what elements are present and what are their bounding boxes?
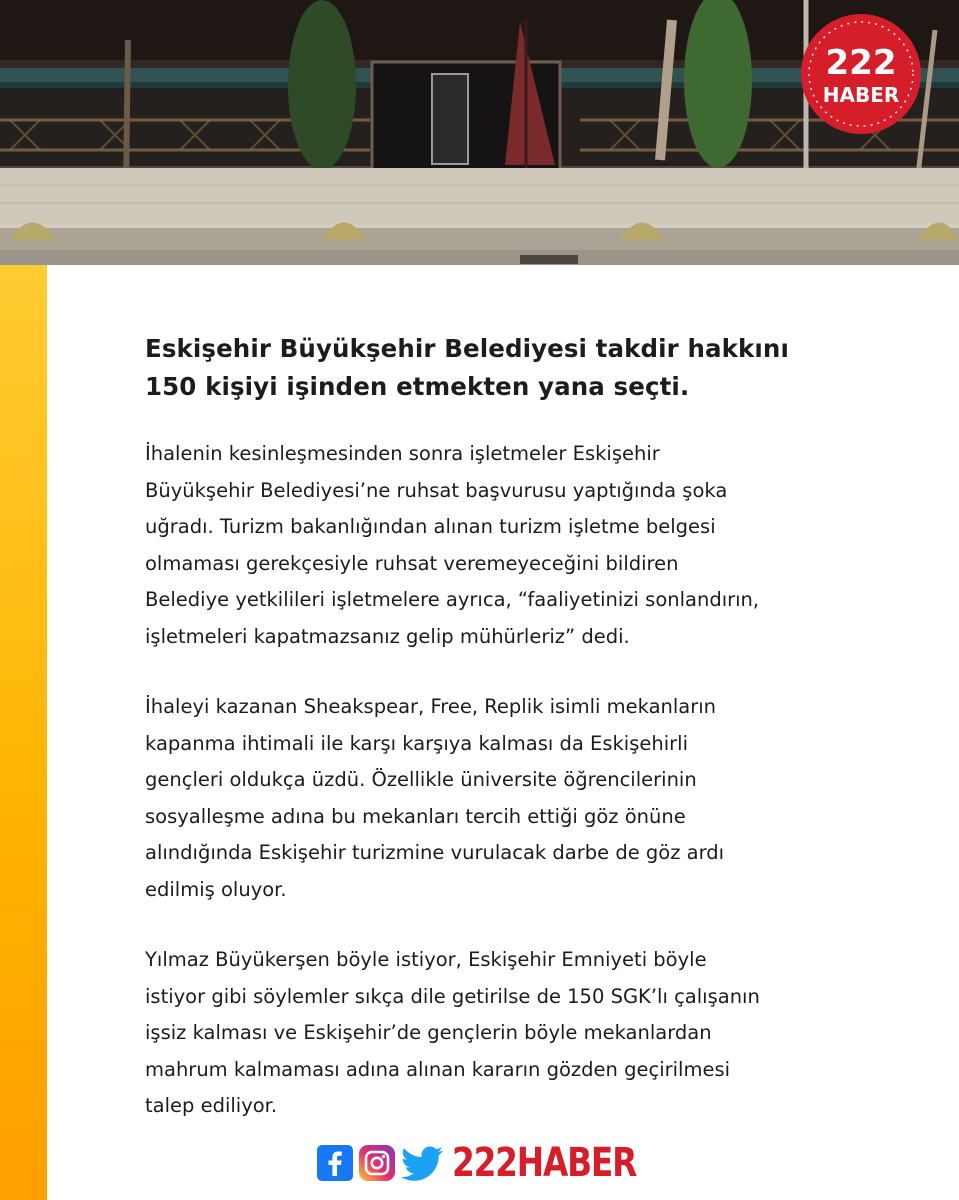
twitter-icon[interactable] [400, 1144, 444, 1182]
article [145, 330, 905, 1159]
instagram-icon[interactable] [358, 1144, 396, 1182]
article-paragraph-2: İhaleyi kazanan Sheakspear, Free, Replik isimli mekanların kapanma ihtimali ile karşı karşıya kalması da Eskişehirli gençleri oldukça üzdü. Özellikle üniversite öğrencilerinin sosyalleşme adına bu mekanları tercih ettiği göz önüne alındığında Eskişehir turizmine vurulacak darbe de göz ardı edilmiş oluyor. [145, 695, 725, 901]
article-headline: Eskişehir Büyükşehir Belediyesi takdir hakkını 150 kişiyi işinden etmekten yana seçti. [145, 334, 789, 401]
222-haber-logo [799, 12, 923, 136]
logo-word: HABER [822, 83, 900, 107]
footer-social [316, 1141, 677, 1185]
article-paragraph-1: İhalenin kesinleşmesinden sonra işletmeler Eskişehir Büyükşehir Belediyesi’ne ruhsat başvurusu yaptığında şoka uğradı. Turizm bakanlığından alınan turizm işletme belgesi olmaması gerekçesiyle ruhsat veremeyeceğini bildiren Belediye yetkilileri işletmelere ayrıca, “faaliyetinizi sonlandırın, işletmeleri kapatmazsanız gelip mühürleriz” dedi. [145, 442, 760, 648]
footer-brand: 222HABER [452, 1140, 637, 1186]
article-paragraph-3: Yılmaz Büyükerşen böyle istiyor, Eskişehir Emniyeti böyle istiyor gibi söylemler sıkça dile getirilse de 150 SGK’lı çalışanın işsiz kalması ve Eskişehir’de gençlerin böyle mekanlardan mahrum kalmaması adına alınan kararın gözden geçirilmesi talep ediliyor. [145, 948, 760, 1117]
logo-number: 222 [825, 43, 897, 83]
accent-sidebar [0, 265, 47, 1200]
facebook-icon[interactable] [316, 1144, 354, 1182]
